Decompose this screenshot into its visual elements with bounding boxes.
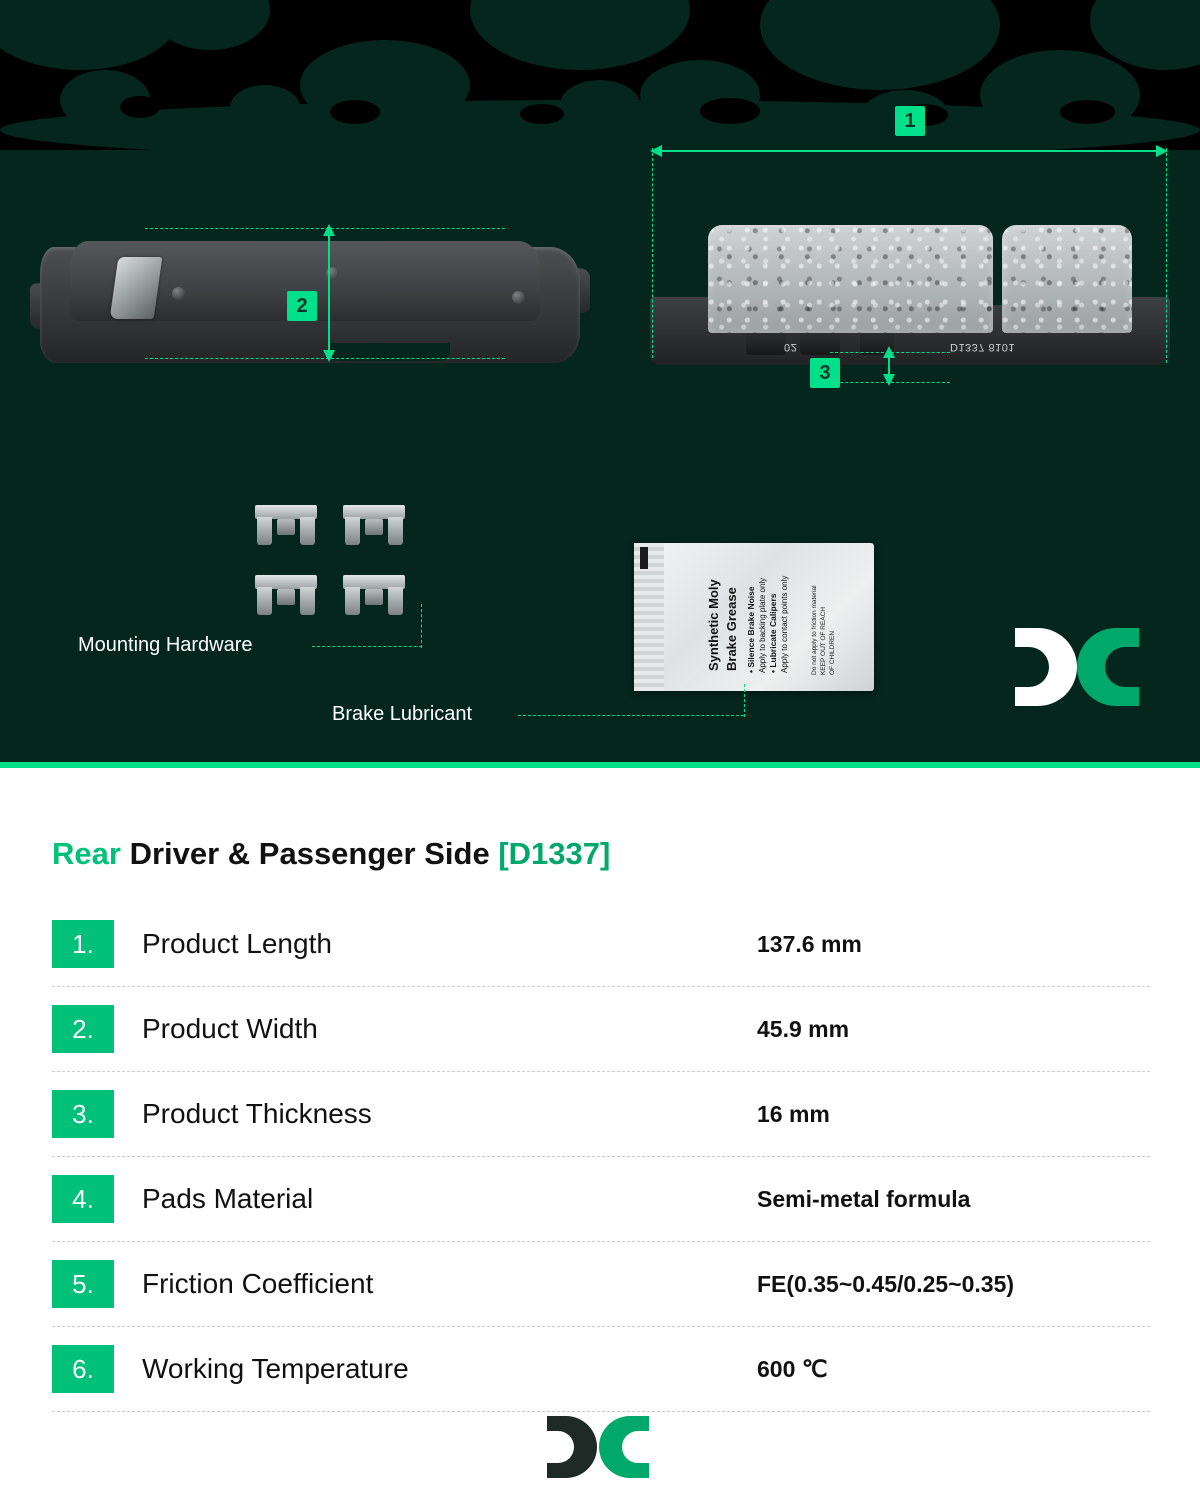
spec-title-prefix: Rear — [52, 836, 121, 871]
footer-brand-logo — [547, 1416, 653, 1478]
spec-row-label: Friction Coefficient — [142, 1268, 374, 1299]
hardware-clip — [343, 505, 405, 545]
hardware-clip — [343, 575, 405, 615]
lubricant-leader-vertical — [744, 684, 745, 717]
spec-row-value: 137.6 mm — [757, 930, 862, 957]
spec-row-number: 6. — [52, 1345, 114, 1393]
width-dimension-line — [328, 234, 330, 352]
lubricant-bullet-1: • Silence Brake Noise — [746, 586, 756, 673]
spec-row-value: FE(0.35~0.45/0.25~0.35) — [757, 1270, 1015, 1297]
hardware-clip — [255, 575, 317, 615]
width-arrow-down — [323, 350, 335, 362]
pad-stamp-right: D1337 8101 — [950, 341, 1015, 353]
mounting-hardware-group — [255, 505, 435, 625]
spec-row-friction-coefficient — [52, 1242, 1150, 1327]
badge-3: 3 — [810, 358, 840, 388]
spec-row-value: Semi-metal formula — [757, 1185, 971, 1212]
accent-divider — [0, 762, 1200, 768]
spec-row-number: 4. — [52, 1175, 114, 1223]
pad-stamp-left: 02 — [784, 341, 798, 353]
badge-1: 1 — [895, 106, 925, 136]
footer-logo-d-mark — [547, 1416, 597, 1478]
spec-row-value: 45.9 mm — [757, 1015, 850, 1042]
footer-logo-c-mark — [599, 1416, 649, 1478]
lubricant-title-line1: Synthetic Moly — [706, 579, 721, 671]
camo-texture-band — [0, 0, 1200, 150]
hardware-leader-vertical — [421, 604, 422, 648]
thickness-arrow-up — [883, 346, 895, 358]
spec-row-product-length — [52, 902, 1150, 987]
spec-row-number: 2. — [52, 1005, 114, 1053]
badge-2: 2 — [287, 291, 317, 321]
lubricant-bullet-2: • Lubricate Calipers — [768, 593, 778, 673]
spec-title — [52, 836, 610, 872]
lubricant-bullet-2-sub: Apply to contact points only — [780, 575, 789, 673]
lubricant-warning-line2: KEEP OUT OF REACH — [820, 606, 827, 675]
brake-lubricant-label: Brake Lubricant — [332, 703, 473, 725]
spec-title-code: [D1337] — [498, 836, 611, 871]
spec-row-number: 3. — [52, 1090, 114, 1138]
spec-row-product-width — [52, 987, 1150, 1072]
lubricant-bullet-1-sub: Apply to backing plate only — [758, 577, 767, 673]
spec-row-number: 1. — [52, 920, 114, 968]
lubricant-leader-horizontal — [518, 715, 744, 716]
length-arrow-left — [650, 145, 662, 157]
spec-title-main: Driver & Passenger Side — [129, 836, 490, 871]
length-arrow-right — [1156, 145, 1168, 157]
spec-row-number: 5. — [52, 1260, 114, 1308]
spec-row-label: Pads Material — [142, 1183, 314, 1214]
spec-row-label: Product Length — [142, 928, 332, 959]
spec-row-product-thickness — [52, 1072, 1150, 1157]
length-dimension-line — [660, 150, 1160, 152]
mounting-hardware-label: Mounting Hardware — [78, 634, 253, 656]
spec-row-label: Product Thickness — [142, 1098, 372, 1129]
logo-c-mark — [1077, 628, 1139, 706]
hardware-clip — [255, 505, 317, 545]
logo-d-mark — [1015, 628, 1077, 706]
hardware-leader-horizontal — [312, 646, 422, 647]
width-arrow-up — [323, 224, 335, 236]
thickness-arrow-down — [883, 374, 895, 386]
spec-row-value: 600 ℃ — [757, 1355, 828, 1382]
spec-row-label: Product Width — [142, 1013, 318, 1044]
lubricant-warning-line1: Do not apply to friction material — [811, 585, 818, 675]
brake-lubricant-packet — [634, 543, 874, 691]
length-guide-left — [652, 148, 653, 358]
lubricant-warning — [810, 585, 837, 675]
spec-row-label: Working Temperature — [142, 1353, 409, 1384]
lubricant-bullets — [746, 576, 790, 673]
spec-table-panel — [0, 774, 1200, 1500]
lubricant-warning-line3: OF CHILDREN — [829, 630, 836, 675]
spec-row-pads-material — [52, 1157, 1150, 1242]
spec-rows — [52, 902, 1150, 1412]
length-guide-right — [1166, 148, 1167, 363]
brake-pad-face-view — [650, 205, 1170, 385]
spec-row-working-temperature — [52, 1327, 1150, 1412]
spec-row-value: 16 mm — [757, 1100, 830, 1127]
lubricant-title-line2: Brake Grease — [724, 587, 739, 671]
brand-logo — [1015, 628, 1145, 706]
